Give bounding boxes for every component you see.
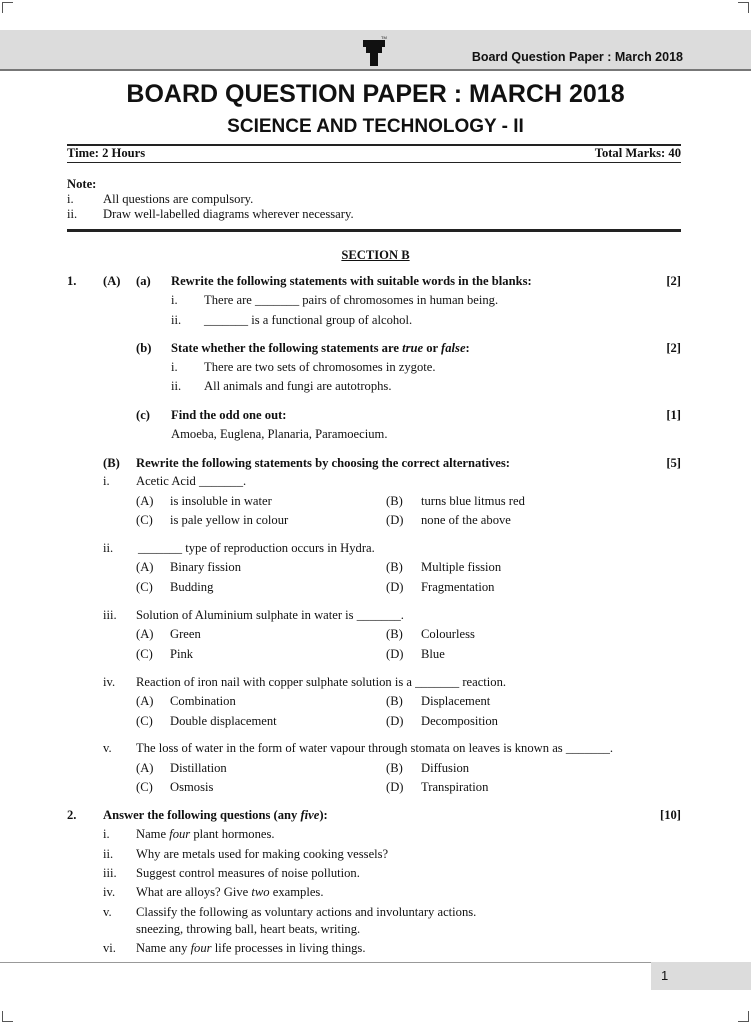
option-label: (C) [136, 714, 153, 728]
option-text: is insoluble in water [170, 494, 272, 508]
crop-mark-top-left [2, 2, 13, 13]
running-header-title: Board Question Paper : March 2018 [471, 50, 683, 64]
option-label: (C) [136, 647, 153, 661]
mcq-stem: Solution of Aluminium sulphate in water is _______. [136, 608, 404, 622]
svg-text:TM: TM [381, 35, 387, 40]
page-number: 1 [661, 968, 669, 983]
header-rule [0, 69, 751, 71]
item-text: There are _______ pairs of chromosomes in human being. [204, 293, 499, 307]
time-bottom-rule [67, 162, 681, 163]
item-text: Why are metals used for making cooking vessels? [136, 847, 389, 861]
paper-subtitle: SCIENCE AND TECHNOLOGY - II [227, 116, 524, 137]
mcq-num: iii. [103, 608, 117, 622]
option-text: Diffusion [421, 761, 470, 775]
item-num: i. [103, 827, 110, 841]
mcq-stem: Acetic Acid _______. [136, 474, 247, 488]
option-label: (A) [136, 627, 154, 641]
item-text: Classify the following as voluntary actions and involuntary actions. [136, 905, 477, 919]
option-text: Combination [170, 694, 236, 708]
option-label: (D) [386, 580, 404, 594]
option-text: Binary fission [170, 560, 242, 574]
note-item-text: All questions are compulsory. [103, 192, 254, 206]
mcq-num: i. [103, 474, 110, 488]
subpart-label: (c) [136, 408, 150, 422]
item-num: vi. [103, 941, 116, 955]
item-num: v. [103, 905, 112, 919]
option-text: Pink [170, 647, 194, 661]
option-label: (D) [386, 647, 404, 661]
option-label: (A) [136, 761, 154, 775]
option-text: Displacement [421, 694, 491, 708]
heading-colon: : [465, 341, 470, 355]
crop-mark-bottom-right [738, 1011, 749, 1022]
option-label: (B) [386, 761, 403, 775]
option-label: (B) [386, 494, 403, 508]
option-label: (C) [136, 580, 153, 594]
question-number: 2. [67, 808, 77, 822]
option-text: Distillation [170, 761, 227, 775]
heading-text: Answer the following questions (any [103, 808, 301, 822]
option-text: Budding [170, 580, 214, 594]
item-num: iii. [103, 866, 117, 880]
option-text: Blue [421, 647, 445, 661]
item-text-continued: sneezing, throwing ball, heart beats, writing. [136, 922, 361, 936]
subpart-heading: Find the odd one out: [171, 408, 287, 422]
option-text: Fragmentation [421, 580, 495, 594]
option-label: (A) [136, 560, 154, 574]
crop-mark-top-right [738, 2, 749, 13]
heading-true: true [402, 341, 424, 355]
mcq-stem: Reaction of iron nail with copper sulphate solution is a _______ reaction. [136, 675, 507, 689]
heading-or: or [423, 341, 442, 355]
item-text: What are alloys? Give two examples. [136, 885, 324, 899]
option-label: (D) [386, 513, 404, 527]
subpart-heading [171, 341, 470, 356]
total-marks: Total Marks: 40 [594, 146, 681, 160]
option-text: Multiple fission [421, 560, 502, 574]
option-label: (C) [136, 513, 153, 527]
option-text: Double displacement [170, 714, 277, 728]
note-item-text: Draw well-labelled diagrams wherever necessary. [103, 207, 354, 221]
note-item-num: i. [67, 192, 74, 206]
option-text: Transpiration [421, 780, 489, 794]
marks: [2] [666, 274, 681, 288]
crop-mark-bottom-left [2, 1011, 13, 1022]
mcq-stem: _______ type of reproduction occurs in Hydra. [138, 541, 375, 555]
subpart-heading: Rewrite the following statements with suitable words in the blanks: [171, 274, 532, 288]
item-num: ii. [171, 379, 182, 393]
option-label: (B) [386, 627, 403, 641]
time-top-rule [67, 144, 681, 146]
item-text: All animals and fungi are autotrophs. [204, 379, 392, 393]
question-heading [103, 808, 328, 823]
option-label: (A) [136, 694, 154, 708]
footer-rule [0, 962, 751, 963]
option-label: (D) [386, 780, 404, 794]
marks: [5] [666, 456, 681, 470]
part-heading: Rewrite the following statements by choosing the correct alternatives: [136, 456, 510, 470]
question-number: 1. [67, 274, 77, 288]
option-label: (B) [386, 694, 403, 708]
note-item-num: ii. [67, 207, 78, 221]
heading-close: ): [319, 808, 328, 822]
marks: [1] [666, 408, 681, 422]
option-label: (A) [136, 494, 154, 508]
marks: [10] [660, 808, 681, 822]
subpart-label: (a) [136, 274, 151, 288]
paper-title: BOARD QUESTION PAPER : MARCH 2018 [126, 80, 625, 108]
item-text: Name four plant hormones. [136, 827, 275, 841]
option-label: (B) [386, 560, 403, 574]
heading-false: false [441, 341, 466, 355]
option-text: none of the above [421, 513, 511, 527]
note-label: Note: [67, 177, 97, 191]
item-num: ii. [103, 847, 114, 861]
part-label: (A) [103, 274, 121, 288]
mcq-num: v. [103, 741, 112, 755]
subpart-label: (b) [136, 341, 152, 355]
option-text: is pale yellow in colour [170, 513, 289, 527]
option-label: (D) [386, 714, 404, 728]
publisher-logo-icon [357, 34, 391, 68]
item-text: Amoeba, Euglena, Planaria, Paramoecium. [171, 427, 388, 441]
marks: [2] [666, 341, 681, 355]
option-text: Osmosis [170, 780, 214, 794]
time-allowed: Time: 2 Hours [67, 146, 146, 160]
option-text: Decomposition [421, 714, 498, 728]
item-num: iv. [103, 885, 116, 899]
item-num: i. [171, 293, 178, 307]
option-text: Colourless [421, 627, 475, 641]
heading-emphasis: five [300, 808, 320, 822]
item-num: i. [171, 360, 178, 374]
part-label: (B) [103, 456, 120, 470]
heading-text: State whether the following statements are [171, 341, 403, 355]
item-text: _______ is a functional group of alcohol. [204, 313, 413, 327]
option-label: (C) [136, 780, 153, 794]
mcq-num: iv. [103, 675, 116, 689]
item-text: Name any four life processes in living things. [136, 941, 366, 955]
option-text: Green [170, 627, 201, 641]
mcq-num: ii. [103, 541, 114, 555]
item-text: Suggest control measures of noise pollution. [136, 866, 360, 880]
item-text: There are two sets of chromosomes in zygote. [204, 360, 436, 374]
option-text: turns blue litmus red [421, 494, 525, 508]
section-title: SECTION B [341, 248, 410, 262]
note-rule [67, 229, 681, 232]
mcq-stem: The loss of water in the form of water vapour through stomata on leaves is known as _______. [136, 741, 614, 755]
item-num: ii. [171, 313, 182, 327]
